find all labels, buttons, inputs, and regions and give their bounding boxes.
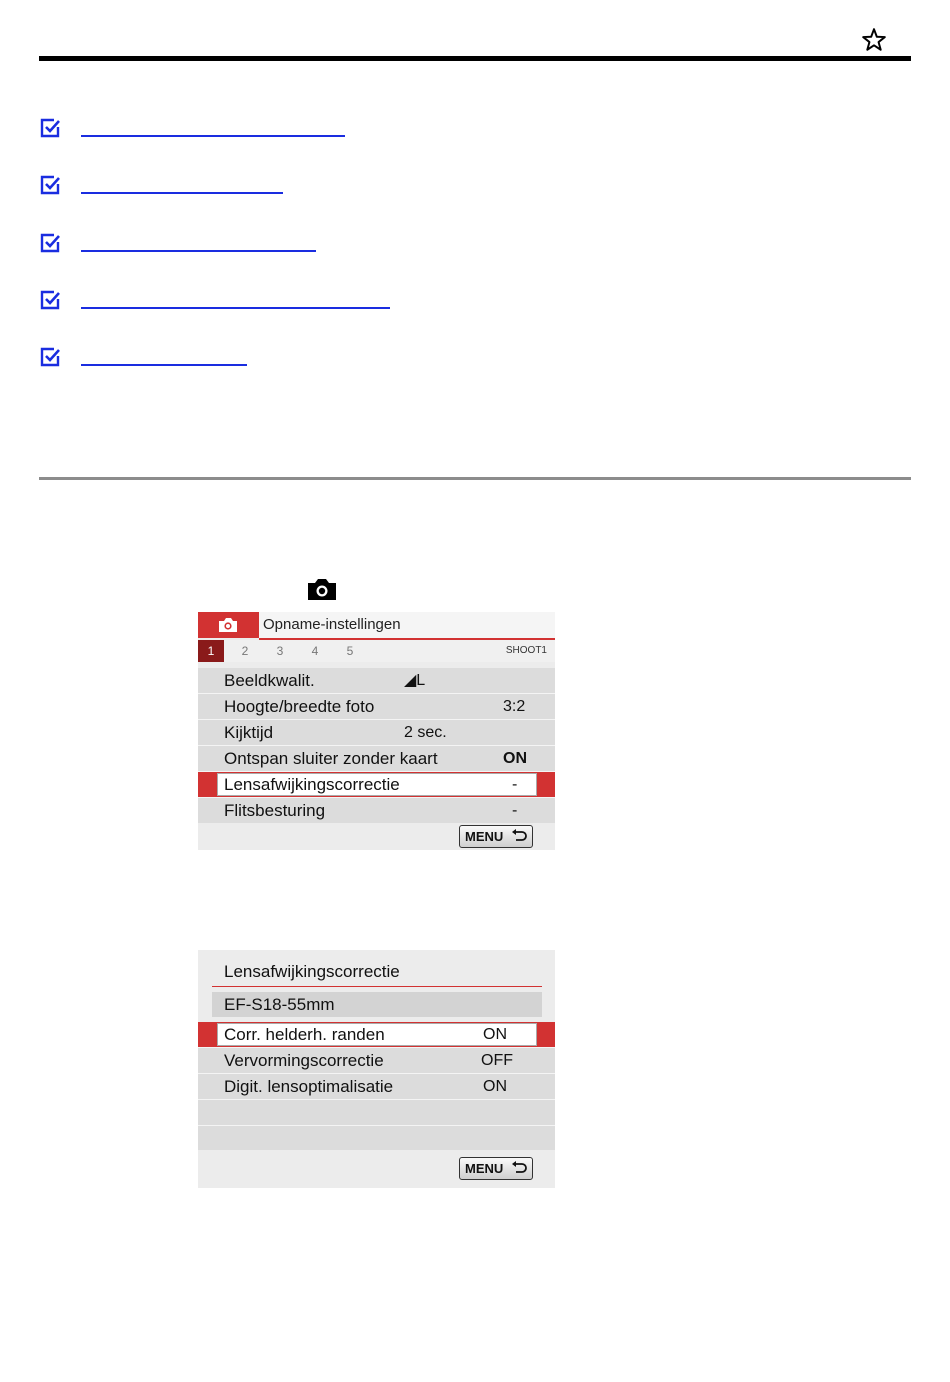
- menu-title: Opname-instellingen: [259, 612, 555, 640]
- menu-row-distortion[interactable]: [198, 1048, 555, 1074]
- row-label: Flitsbesturing: [224, 801, 326, 820]
- menu-row-digital-lens-optimizer[interactable]: [198, 1074, 555, 1100]
- menu-label: MENU: [465, 829, 504, 844]
- checkbox-pencil-icon: [39, 346, 61, 368]
- row-value: OFF: [481, 1052, 513, 1069]
- row-value: ON: [503, 750, 527, 767]
- row-value: ◢L: [404, 672, 426, 689]
- lens-correction-screen: [198, 950, 555, 1188]
- tab-1[interactable]: 1: [198, 640, 224, 662]
- camera-icon: [305, 576, 339, 602]
- title-divider: [212, 986, 542, 987]
- menu-row-release-no-card[interactable]: [198, 746, 555, 772]
- row-value: 3:2: [503, 698, 526, 715]
- row-label: Digit. lensoptimalisatie: [224, 1077, 394, 1096]
- checkbox-pencil-icon: [39, 232, 61, 254]
- tab-4[interactable]: 4: [311, 644, 319, 658]
- shoot-menu-tab[interactable]: [198, 612, 259, 638]
- camera-menu-screen: [198, 612, 555, 850]
- menu-row-flash-control[interactable]: [198, 798, 555, 824]
- tab-5[interactable]: 5: [346, 644, 354, 658]
- camera-icon: [217, 616, 239, 634]
- menu-label: MENU: [465, 1161, 504, 1176]
- section-divider: [39, 477, 911, 480]
- tab-2[interactable]: 2: [241, 644, 249, 658]
- menu-row-image-quality[interactable]: [198, 668, 555, 694]
- menu-row-empty: [198, 1126, 555, 1152]
- menu-row-lens-correction[interactable]: [198, 772, 555, 798]
- row-value: 2 sec.: [404, 724, 447, 741]
- checkbox-pencil-icon: [39, 174, 61, 196]
- tab-label: SHOOT1: [505, 645, 547, 656]
- screen-title: Lensafwijkingscorrectie: [224, 962, 400, 981]
- toc-link[interactable]: [81, 135, 345, 137]
- menu-back-button[interactable]: [459, 1157, 533, 1180]
- toc-item[interactable]: [39, 343, 439, 373]
- return-arrow-icon: [510, 1161, 528, 1176]
- row-value: ON: [483, 1026, 507, 1043]
- toc-item[interactable]: [39, 286, 439, 316]
- row-label: Lensafwijkingscorrectie: [224, 775, 400, 794]
- toc-link[interactable]: [81, 192, 283, 194]
- toc-link[interactable]: [81, 250, 316, 252]
- menu-row-aspect-ratio[interactable]: [198, 694, 555, 720]
- row-label: Corr. helderh. randen: [224, 1025, 385, 1044]
- header-rule: [39, 56, 911, 61]
- menu-row-empty: [198, 1100, 555, 1126]
- star-outline-icon: [861, 27, 887, 53]
- return-arrow-icon: [510, 829, 528, 844]
- menu-back-button[interactable]: [459, 825, 533, 848]
- row-label: Vervormingscorrectie: [224, 1051, 384, 1070]
- row-label: Kijktijd: [224, 723, 274, 742]
- menu-row-peripheral-illumination[interactable]: [198, 1022, 555, 1048]
- row-label: Hoogte/breedte foto: [224, 697, 375, 716]
- row-value: -: [512, 776, 518, 793]
- checkbox-pencil-icon: [39, 289, 61, 311]
- menu-footer: [198, 823, 555, 850]
- row-value: -: [512, 802, 518, 819]
- menu-tabs: [198, 640, 555, 662]
- row-label: Ontspan sluiter zonder kaart: [224, 749, 438, 768]
- row-label: Beeldkwalit.: [224, 671, 315, 690]
- tab-3[interactable]: 3: [276, 644, 284, 658]
- toc-link[interactable]: [81, 364, 247, 366]
- row-value: ON: [483, 1078, 507, 1095]
- toc-item[interactable]: [39, 229, 439, 259]
- checkbox-pencil-icon: [39, 117, 61, 139]
- menu-row-review-time[interactable]: [198, 720, 555, 746]
- lens-name: EF-S18-55mm: [212, 992, 542, 1017]
- menu-footer: [198, 1150, 555, 1188]
- toc-item[interactable]: [39, 114, 439, 144]
- toc-item[interactable]: [39, 171, 439, 201]
- toc-link[interactable]: [81, 307, 390, 309]
